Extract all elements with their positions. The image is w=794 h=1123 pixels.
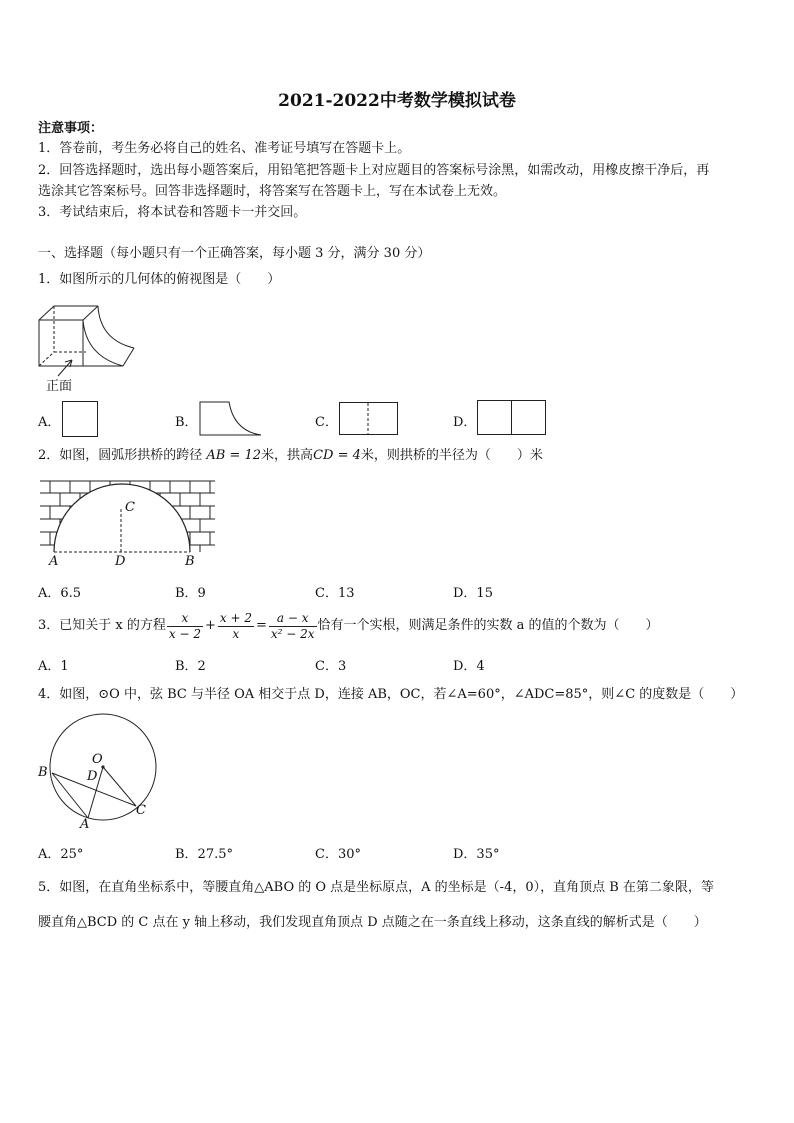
notice-item-1: 1．答卷前，考生务必将自己的姓名、准考证号填写在答题卡上。 [38,141,411,156]
q3-f3-num: a − x [269,611,317,627]
q3-f1-num: x [167,611,203,627]
q2-math-ab: AB = 12 [206,448,262,463]
q2-label-a: A [49,554,59,569]
page-title: 2021-2022中考数学模拟试卷 [278,91,516,111]
q2-stem-b: 米，拱高 [261,448,314,463]
q1-option-a-figure [62,401,98,437]
q2-stem [38,447,543,465]
q2-option-c: C．13 [315,586,355,601]
q2-math-cd: CD = 4 [313,448,361,463]
q4-option-a: A．25° [38,847,84,862]
q1-front-label: 正面 [46,379,73,394]
q4-stem: 4．如图，⊙O 中，弦 BC 与半径 OA 相交于点 D，连接 AB，OC，若∠A=60°，∠ADC=85°，则∠C 的度数是（ ） [38,687,744,702]
q2-option-a: A．6.5 [38,586,82,601]
q2-stem-a: 2．如图，圆弧形拱桥的跨径 [38,448,207,463]
q4-label-o: O [92,752,103,767]
q4-label-c: C [136,803,146,818]
q3-f3-den: x² − 2x [270,626,315,641]
q1-option-d-figure [477,400,547,436]
q4-label-b: B [38,765,48,780]
q1-option-a-label: A． [38,415,61,430]
q3-stem-a: 3．已知关于 x 的方程 [38,618,166,633]
section-heading: 一、选择题（每小题只有一个正确答案，每小题 3 分，满分 30 分） [38,246,431,261]
q4-option-c: C．30° [315,847,361,862]
q2-option-b: B．9 [175,586,206,601]
q1-option-c-label: C． [315,415,338,430]
q3-option-b: B．2 [175,659,206,674]
q3-option-c: C．3 [315,659,347,674]
q4-option-d: D．35° [453,847,500,862]
q1-option-b-figure [199,401,263,437]
q3-fraction-3 [269,611,317,642]
q2-label-d: D [115,554,126,569]
q5-stem-line-1: 5．如图，在直角坐标系中，等腰直角△ABO 的 O 点是坐标原点，A 的坐标是（-4，0），直角顶点 B 在第二象限，等 [38,880,714,895]
q4-label-d: D [87,769,98,784]
notice-item-2: 2．回答选择题时，选出每小题答案后，用铅笔把答题卡上对应题目的答案标号涂黑，如需改动，用橡皮擦干净后，再 [38,163,710,178]
q3-stem-b: 恰有一个实根，则满足条件的实数 a 的值的个数为（ ） [317,618,659,633]
q3-f2-den: x [232,626,240,641]
notice-heading: 注意事项： [38,121,104,136]
q1-option-c-figure [339,402,399,436]
q3-stem [38,607,659,645]
q2-stem-c: 米，则拱桥的半径为（ ）米 [360,448,543,463]
q1-stem: 1．如图所示的几何体的俯视图是（ ） [38,272,281,287]
q3-equals: = [255,618,267,633]
q4-option-b: B．27.5° [175,847,233,862]
q2-label-b: B [185,554,195,569]
q1-solid-figure [34,298,144,378]
q3-f1-den: x − 2 [168,626,201,641]
q1-option-b-label: B． [175,415,198,430]
q5-stem-line-2: 腰直角△BCD 的 C 点在 y 轴上移动，我们发现直角顶点 D 点随之在一条直线上移动，这条直线的解析式是（ ） [38,915,707,930]
q3-option-a: A．1 [38,659,69,674]
q3-f2-num: x + 2 [219,610,252,625]
q3-fraction-1 [167,611,203,642]
q2-option-d: D．15 [453,586,493,601]
q3-option-d: D．4 [453,659,485,674]
q1-option-d-label: D． [453,415,477,430]
q2-label-c: C [125,500,135,515]
q4-label-a: A [80,817,90,832]
notice-item-2-cont: 选涂其它答案标号。回答非选择题时，将答案写在答题卡上，写在本试卷上无效。 [38,184,507,199]
notice-item-3: 3．考试结束后，将本试卷和答题卡一并交回。 [38,205,307,220]
q3-plus: + [204,618,216,633]
q3-fraction-2 [218,611,254,642]
q2-bridge-figure [40,478,216,556]
